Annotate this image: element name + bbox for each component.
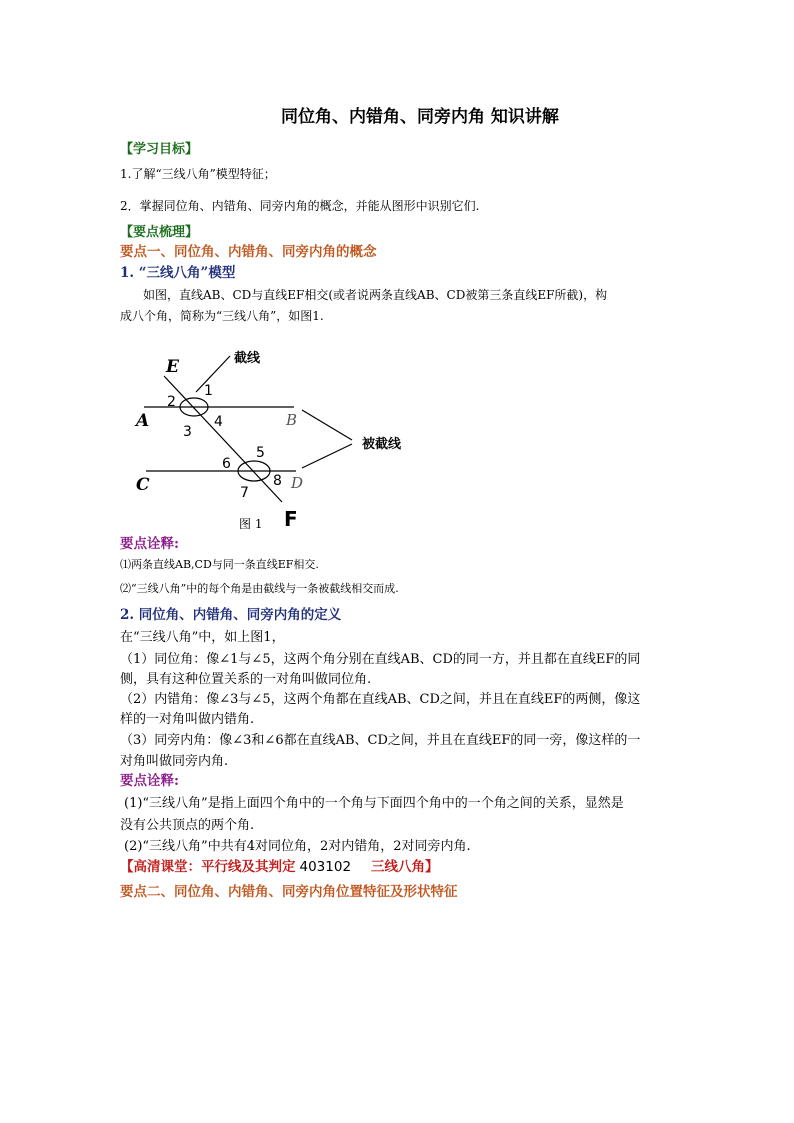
label-a: A: [136, 411, 150, 431]
objectives-heading: 【学习目标】: [120, 142, 199, 157]
angle-8: 8: [273, 473, 282, 489]
sub1-paragraph-line2: 成八个角，简称为“三线八角”，如图1.: [120, 309, 324, 323]
figure-three-lines-eight-angles: [134, 344, 434, 529]
angle-7: 7: [240, 485, 249, 501]
sub2-intro: 在“三线八角”中，如上图1，: [120, 630, 285, 645]
pointer-ab: [302, 410, 352, 440]
definition-interior-line1: （3）同旁内角：像∠3和∠6都在直线AB、CD之间，并且在直线EF的同一旁，像这样的一: [120, 733, 641, 748]
hd-code: 403102: [299, 859, 352, 875]
angle-4: 4: [214, 414, 223, 430]
definition-alternate-line1: （2）内错角：像∠3与∠5，这两个角都在直线AB、CD之间，并且在直线EF的两侧，像这: [120, 692, 641, 707]
note1-item-1: ⑴两条直线AB,CD与同一条直线EF相交.: [120, 558, 319, 571]
definition-corresponding-line1: （1）同位角：像∠1与∠5，这两个角分别在直线AB、CD的同一方，并且都在直线EF的同: [120, 652, 641, 667]
point2-heading: 要点二、同位角、内错角、同旁内角位置特征及形状特征: [120, 884, 458, 900]
angle-2: 2: [167, 394, 176, 410]
label-c: C: [136, 475, 150, 495]
objective-item-2: 2．掌握同位角、内错角、同旁内角的概念，并能从图形中识别它们.: [120, 199, 480, 213]
definition-corresponding-line2: 侧，具有这种位置关系的一对角叫做同位角.: [120, 672, 372, 687]
note2-item1-line1: (1)“三线八角”是指上面四个角中的一个角与下面四个角中的一个角之间的关系，显然是: [124, 796, 624, 811]
angle-3: 3: [183, 424, 192, 440]
label-cut-lines: 被截线: [362, 437, 402, 452]
pointer-cd: [302, 444, 352, 468]
angle-6: 6: [222, 456, 231, 472]
note1-heading: 要点诠释:: [120, 536, 179, 552]
definition-alternate-line2: 样的一对角叫做内错角.: [120, 712, 255, 727]
angle-5: 5: [256, 445, 265, 461]
label-d: D: [291, 474, 304, 492]
hd-label: 【高清课堂：平行线及其判定: [120, 859, 296, 875]
line-ef: [164, 376, 282, 502]
page-title: 同位角、内错角、同旁内角 知识讲解: [281, 107, 559, 127]
sub1-paragraph-line1: 如图，直线AB、CD与直线EF相交(或者说两条直线AB、CD被第三条直线EF所截)，构: [143, 288, 608, 302]
note1-item-2: ⑵“三线八角”中的每个角是由截线与一条被截线相交而成.: [120, 582, 399, 595]
label-b: B: [286, 411, 298, 429]
label-transversal: 截线: [234, 351, 261, 366]
sub1-heading: 1. “三线八角”模型: [120, 265, 236, 281]
note2-heading: 要点诠释:: [120, 773, 179, 789]
hd-topic: 三线八角】: [371, 859, 439, 875]
note2-item2: (2)“三线八角”中共有4对同位角，2对内错角，2对同旁内角.: [124, 839, 471, 854]
review-heading: 【要点梳理】: [120, 225, 199, 240]
figure-svg: [134, 344, 434, 529]
pointer-transversal: [196, 356, 230, 392]
label-e: E: [166, 357, 179, 377]
note2-item1-line2: 没有公共顶点的两个角.: [120, 818, 255, 833]
objective-item-1: 1.了解“三线八角”模型特征；: [120, 167, 276, 181]
figure-caption: 图 1: [239, 517, 263, 529]
angle-1: 1: [204, 383, 213, 399]
definition-interior-line2: 对角叫做同旁内角.: [120, 754, 229, 769]
hd-classroom-line: [120, 861, 439, 875]
point1-heading: 要点一、同位角、内错角、同旁内角的概念: [120, 244, 377, 260]
sub2-heading: 2. 同位角、内错角、同旁内角的定义: [120, 607, 342, 623]
label-f: F: [284, 507, 298, 529]
